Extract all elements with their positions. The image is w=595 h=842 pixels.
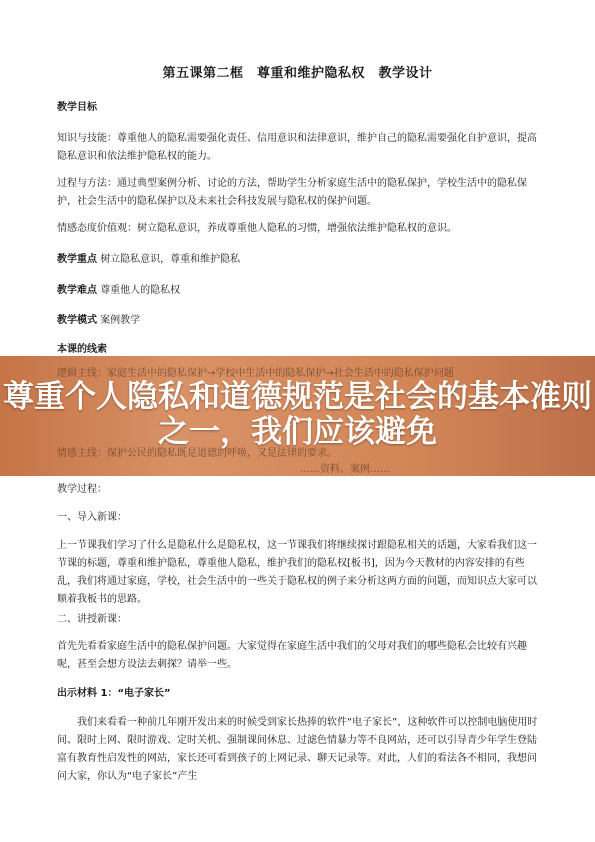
document-title: 第五课第二框 尊重和维护隐私权 教学设计 [162, 66, 433, 81]
knowledge-skills-paragraph: 知识与技能：尊重他人的隐私需要强化责任、信用意识和法律意识，维护自己的隐私需要强化自护意识，提高隐私意识和依法维护隐私权的能力。 [57, 133, 537, 162]
clue-line-logic: 逻辑主线：家庭生活中的隐私保护→学校中生活中的隐私保护→社会生活中的隐私保护问题 [57, 368, 454, 379]
clue-heading: 本课的线索 [57, 344, 107, 355]
emotion-values-paragraph: 情感态度价值观：树立隐私意识，养成尊重他人隐私的习惯，增强依法维护隐私权的意识。 [57, 223, 457, 234]
clue-line-resources: ……资料、案例…… [300, 464, 390, 475]
intro-paragraph: 上一节课我们学习了什么是隐私什么是隐私权，这一节课我们将继续探讨跟隐私相关的话题，大家看我们这一节课的标题，尊重和维护隐私，尊重他人隐私，维护我们的隐私权[板书]，因为今天教材的内容安排的有些乱，我们将通过家庭，学校，社会生活中的一些关于隐私权的例子来分析这两方面的问题，而知识点大家可以顺着我板书的思路。 [57, 540, 537, 605]
material-heading: 出示材料 1：“电子家长” [57, 688, 171, 699]
headline-overlay-text: 尊重个人隐私和道德规范是社会的基本准则之一，我们应该避免 [3, 380, 592, 450]
teaching-key-line [57, 251, 541, 269]
lecture-paragraph: 首先先看看家庭生活中的隐私保护问题。大家觉得在家庭生活中我们的父母对我们的哪些隐私会比较有兴趣呢，甚至会想方设法去刺探？请举一些。 [57, 641, 527, 670]
teaching-difficulty-label: 教学难点 [57, 285, 97, 296]
process-heading: 教学过程： [57, 484, 107, 495]
material-paragraph: 我们来看看一种前几年刚开发出来的时候受到家长热捧的软件“电子家长”，这种软件可以控制电脑使用时间、限时上网、限时游戏、定时关机、强制课间休息、过滤色情暴力等不良网站，还可以引导青少年学生登陆富有教育性启发性的网站，家长还可看到孩子的上网记录、聊天记录等。对此，人们的看法各不相同，我想问问大家，你认为“电子家长”产生 [57, 717, 538, 782]
teaching-mode-value: 案例教学 [100, 315, 141, 326]
teaching-difficulty-line [57, 282, 541, 300]
teaching-difficulty-value: 尊重他人的隐私权 [100, 285, 181, 296]
teaching-mode-label: 教学模式 [57, 315, 97, 326]
clue-line-emotion: 情感主线：保护公民的隐私既是道德的呼唤，又是法律的要求。 [57, 448, 337, 459]
process-methods-paragraph: 过程与方法：通过典型案例分析、讨论的方法，帮助学生分析家庭生活中的隐私保护，学校生活中的隐私保护，社会生活中的隐私保护以及未来社会科技发展与隐私权的保护问题。 [57, 178, 527, 207]
teaching-key-value: 树立隐私意识，尊重和维护隐私 [100, 254, 241, 265]
teaching-mode-line [57, 312, 541, 330]
section-intro-heading: 一、导入新课： [57, 512, 127, 523]
section-lecture-heading: 二、讲授新课： [57, 614, 127, 625]
teaching-key-label: 教学重点 [57, 254, 97, 265]
goals-heading: 教学目标 [57, 102, 97, 113]
